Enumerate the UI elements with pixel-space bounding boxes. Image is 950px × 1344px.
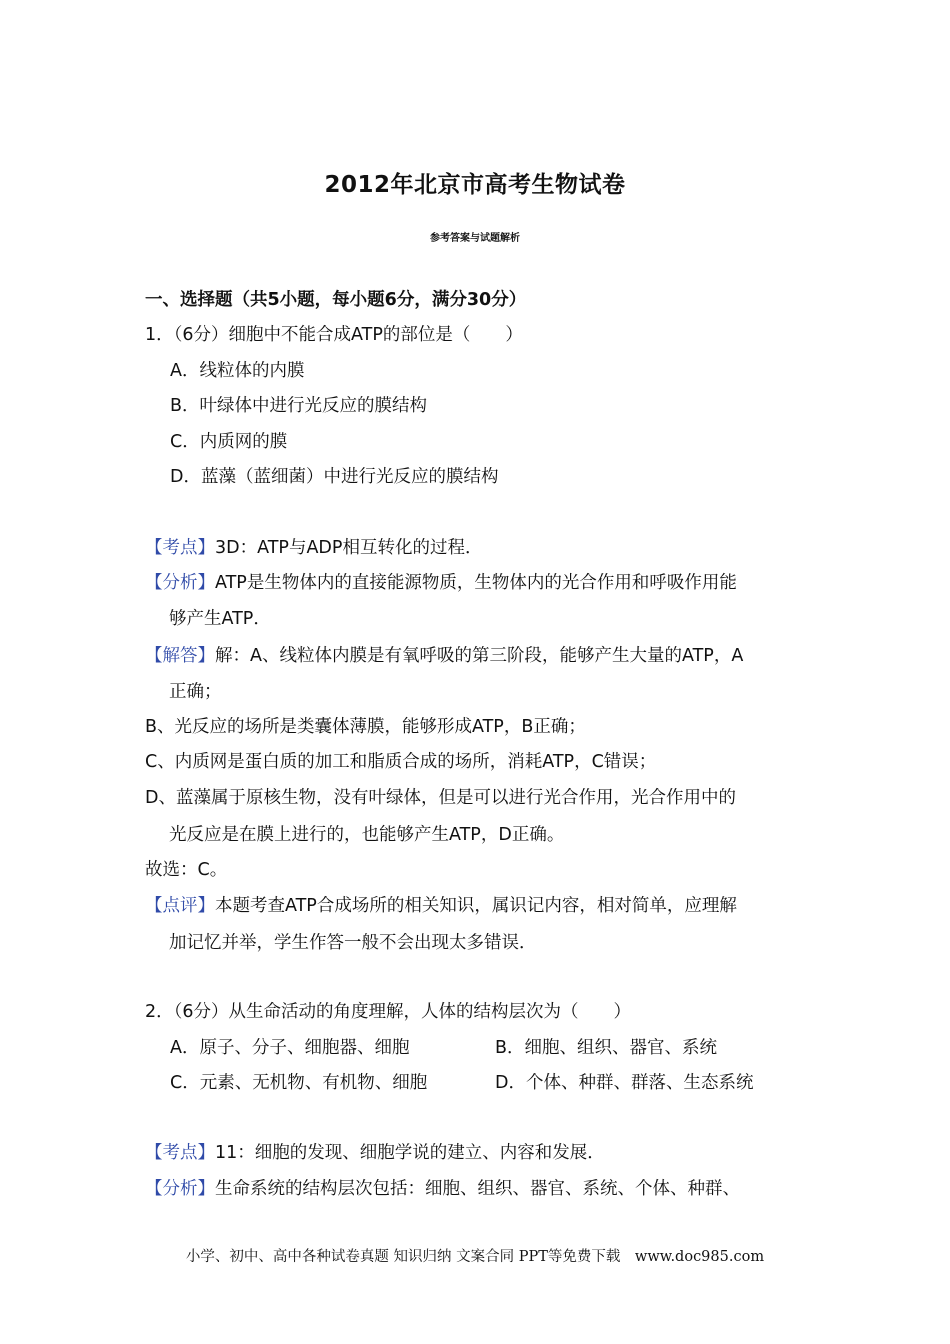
jieda-text-5: D、蓝藻属于原核生物，没有叶绿体，但是可以进行光合作用，光合作用中的: [145, 788, 736, 808]
question-1-option-c: C．内质网的膜: [170, 432, 288, 452]
document-title: 2012年北京市高考生物试卷: [324, 172, 626, 198]
kaodian-text: 11：细胞的发现、细胞学说的建立、内容和发展．: [215, 1143, 605, 1163]
jieda-text-3: B、光反应的场所是类囊体薄膜，能够形成ATP，B正确；: [145, 717, 586, 737]
jieda-text-1: 解：A、线粒体内膜是有氧呼吸的第三阶段，能够产生大量的ATP，A: [215, 646, 744, 666]
fenxi-text-1: 生命系统的结构层次包括：细胞、组织、器官、系统、个体、种群、: [215, 1179, 740, 1199]
question-2-option-b: B．细胞、组织、器官、系统: [495, 1038, 718, 1058]
question-1-stem: 1．（6分）细胞中不能合成ATP的部位是（ ）: [145, 325, 523, 345]
question-1-kaodian: [145, 536, 482, 560]
fenxi-tag: 【分析】: [145, 573, 215, 593]
fenxi-text-2: 够产生ATP．: [169, 609, 271, 629]
jieda-text-6: 光反应是在膜上进行的，也能够产生ATP，D正确。: [169, 825, 565, 845]
question-1-dianping: [145, 894, 737, 918]
question-2-kaodian: [145, 1141, 605, 1165]
fenxi-tag: 【分析】: [145, 1179, 215, 1199]
jieda-tag: 【解答】: [145, 646, 215, 666]
question-2-option-a: A．原子、分子、细胞器、细胞: [170, 1038, 410, 1058]
kaodian-tag: 【考点】: [145, 1143, 215, 1163]
section-heading: 一、选择题（共5小题，每小题6分，满分30分）: [145, 290, 527, 310]
question-1-jieda: [145, 644, 743, 668]
kaodian-tag: 【考点】: [145, 538, 215, 558]
question-2-stem: 2．（6分）从生命活动的角度理解，人体的结构层次为（ ）: [145, 1002, 632, 1022]
question-1-option-b: B．叶绿体中进行光反应的膜结构: [170, 396, 428, 416]
jieda-text-4: C、内质网是蛋白质的加工和脂质合成的场所，消耗ATP，C错误；: [145, 752, 657, 772]
dianping-text-2: 加记忆并举，学生作答一般不会出现太多错误．: [169, 933, 537, 953]
question-2-option-c: C．元素、无机物、有机物、细胞: [170, 1073, 428, 1093]
jieda-text-2: 正确；: [169, 682, 222, 702]
question-2-fenxi: [145, 1177, 740, 1201]
question-1-answer: 故选：C。: [145, 860, 228, 880]
question-1-fenxi: [145, 571, 737, 595]
question-2-option-d: D．个体、种群、群落、生态系统: [495, 1073, 754, 1093]
page-footer: 小学、初中、高中各种试卷真题 知识归纳 文案合同 PPT等免费下载 www.doc985.com: [185, 1249, 765, 1265]
dianping-text-1: 本题考查ATP合成场所的相关知识，属识记内容，相对简单，应理解: [215, 896, 737, 916]
question-1-option-a: A．线粒体的内膜: [170, 361, 305, 381]
dianping-tag: 【点评】: [145, 896, 215, 916]
fenxi-text-1: ATP是生物体内的直接能源物质，生物体内的光合作用和呼吸作用能: [215, 573, 737, 593]
kaodian-text: 3D：ATP与ADP相互转化的过程．: [215, 538, 483, 558]
question-1-option-d: D．蓝藻（蓝细菌）中进行光反应的膜结构: [170, 467, 499, 487]
document-subtitle: 参考答案与试题解析: [430, 233, 520, 244]
